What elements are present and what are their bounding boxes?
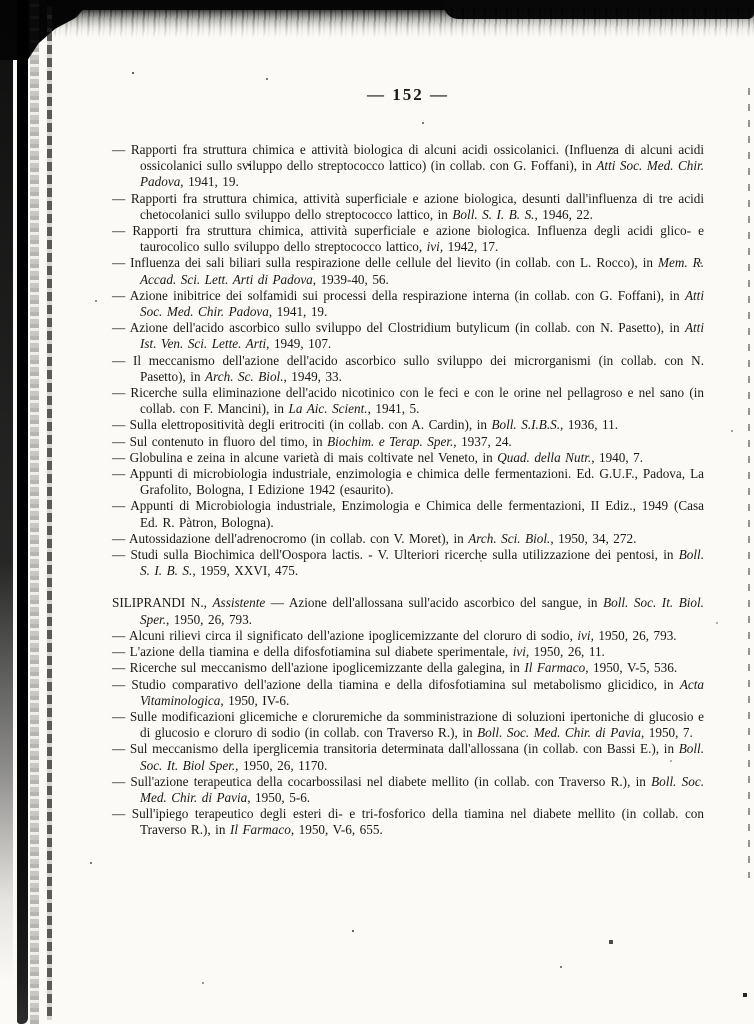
entry-text: , 1950, V-5, 536. — [585, 660, 678, 676]
entry-text: — Influenza dei sali biliari sulla respirazione delle cellule del lievito (in collab. con L. Rocco), in — [112, 255, 658, 271]
entry-text: — Sul contenuto in fluoro del timo, in — [112, 433, 328, 449]
bibliography-entry — [112, 741, 704, 773]
entry-text: — Sull'azione terapeutica della cocarbossilasi nel diabete mellito (in collab. con Traverso R.), in — [112, 773, 652, 789]
scanned-page — [112, 80, 704, 839]
entry-journal-title: Il Farmaco — [229, 822, 291, 838]
page-number: — 152 — — [367, 85, 449, 104]
entry-journal-title: Atti Ist. Ven. Sci. Lette. Arti — [140, 320, 704, 352]
entry-text: , 1941, 19. — [268, 304, 328, 320]
entry-journal-title: Atti Soc. Med. Chir. Padova — [140, 158, 704, 190]
entry-text: , 1941, 5. — [367, 401, 420, 417]
book-binding-streak-speckle — [30, 0, 39, 1024]
entry-journal-title: Atti Soc. Med. Chir. Padova — [140, 287, 704, 320]
bibliography-entry — [112, 450, 704, 466]
bibliography — [112, 142, 704, 839]
entry-text: — Sul meccanismo della iperglicemia transitoria determinata dall'allossana (in collab. con Bassi E.), in — [112, 741, 679, 757]
entry-text: 1950, 26, 11. — [529, 644, 605, 660]
bibliography-entry — [112, 320, 704, 352]
entry-journal-title: Arch. Sci. Biol. — [468, 530, 551, 546]
entry-journal-title: Boll. Soc. It. Biol. Sper. — [140, 595, 704, 627]
entry-text: , 1950, 26, 1170. — [235, 757, 328, 773]
entry-text: — Sulla elettropositività degli eritrociti (in collab. con A. Cardin), in — [112, 417, 492, 433]
bibliography-entry — [112, 223, 704, 255]
bibliography-entry — [112, 142, 704, 191]
bib-section-siliprandi — [112, 595, 704, 838]
entry-text: — Azione dell'allossana sull'acido ascorbico del sangue, in — [265, 595, 604, 611]
bibliography-entry — [112, 774, 704, 806]
entry-text: — Sull'ipiego terapeutico degli esteri di- e tri-fosforico della tiamina nel diabete mellito (in collab. con Traverso R.), in — [112, 806, 704, 838]
entry-text: , 1949, 33. — [283, 368, 342, 384]
entry-text: , 1959, XXVI, 475. — [192, 563, 299, 579]
bibliography-entry — [112, 660, 704, 676]
entry-journal-title: Boll. S.I.B.S. — [491, 417, 561, 433]
entry-journal-title: Boll. Soc. It. Biol Sper. — [140, 741, 704, 773]
entry-journal-title: Quad. della Nutr. — [497, 449, 592, 465]
entry-journal-title: ivi, — [512, 644, 530, 660]
entry-journal-title: Boll. S. I. B. S. — [140, 547, 704, 579]
entry-text: — Studi sulla Biochimica dell'Oospora lactis. - V. Ulteriori ricerche sulla utilizzazione dei pentosi, in — [112, 547, 679, 563]
entry-text: , 1936, 11. — [560, 417, 619, 433]
entry-text: — L'azione della tiamina e della difosfotiamina sul diabete sperimentale, — [112, 644, 513, 660]
entry-text: — Azione inibitrice dei solfamidi sui processi della respirazione interna (in collab. con G. Foffani), in — [112, 287, 685, 303]
entry-text: — Ricerche sulla eliminazione dell'acido nicotinico con le feci e con le orine nel pellagroso e nel sano (in collab. con F. Mancini), in — [112, 385, 704, 417]
scan-top-noise — [0, 8, 754, 38]
bibliography-entry — [112, 417, 704, 433]
entry-journal-title: La Aic. Scient. — [288, 401, 368, 417]
entry-text: — Autossidazione dell'adrenocromo (in collab. con V. Moret), in — [112, 530, 469, 546]
entry-text: , 1950, 34, 272. — [550, 530, 637, 546]
scan-corner-shadow — [0, 0, 92, 60]
entry-text: , 1946, 22. — [534, 206, 593, 222]
entry-text: , 1941, 19. — [180, 174, 239, 190]
bibliography-entry — [112, 709, 704, 741]
scan-top-edge — [0, 0, 754, 10]
entry-text: — Alcuni rilievi circa il significato dell'azione ipoglicemizzante del cloruro di sodio, — [112, 627, 578, 643]
entry-text: — Appunti di microbiologia industriale, enzimologia e chimica delle fermentazioni. Ed. G.U.F., Padova, La Grafolito, Bologna, I Edizione 1942 (esaurito). — [112, 466, 704, 498]
entry-text: — Studio comparativo dell'azione della tiamina e della difosfotiamina sul metabolismo glicidico, in — [112, 676, 680, 692]
entry-journal-title: Boll. Soc. Med. Chir. di Pavia — [477, 725, 641, 741]
entry-text: , 1950, 7. — [640, 725, 693, 741]
entry-journal-title: Arch. Sc. Biol. — [205, 368, 284, 384]
book-binding-streak-outer — [0, 0, 13, 1024]
entry-journal-title: ivi, — [426, 239, 444, 255]
entry-text: , 1950, IV-6. — [220, 692, 290, 708]
bibliography-entry — [112, 498, 704, 530]
bibliography-entry — [112, 466, 704, 498]
bibliography-entry — [112, 547, 704, 579]
entry-journal-title: Il Farmaco — [524, 660, 586, 676]
entry-text: 1950, 26, 793. — [593, 627, 677, 643]
bibliography-entry — [112, 806, 704, 838]
entry-text: , 1950, 5-6. — [247, 789, 311, 805]
bibliography-entry — [112, 677, 704, 709]
page-edge-line — [47, 6, 52, 1020]
entry-text: — Appunti di Microbiologia industriale, Enzimologia e Chimica delle fermentazioni, II Ediz., 1949 (Casa Ed. R. Pàtron, Bologna). — [112, 498, 704, 530]
entry-text: — Rapporti fra struttura chimica, attività superficiale e azione biologica, desunti dall'influenza di tre acidi chetocolanici sullo sviluppo dello streptococco lattico, in — [112, 190, 704, 222]
bibliography-entry — [112, 644, 704, 660]
bibliography-entry — [112, 531, 704, 547]
bib-section-bibliography-continued — [112, 142, 704, 579]
entry-text: — Rapporti fra struttura chimica e attività biologica di alcuni acidi ossicolanici. (Influenza di alcuni acidi ossicolanici sullo sviluppo dello streptococco lattico) (in collab. con G. Foffani), in — [112, 142, 704, 174]
scan-right-edge-line — [748, 88, 750, 878]
bibliography-entry — [112, 191, 704, 223]
entry-journal-title: ivi, — [577, 627, 594, 643]
bibliography-entry — [112, 288, 704, 320]
bibliography-entry — [112, 385, 704, 417]
entry-journal-title: Acta Vitaminologica — [140, 676, 704, 708]
entry-text: — Rapporti fra struttura chimica, attività superficiale e azione biologica. Influenza degli acidi glico- e taurocolico sullo sviluppo dello streptococco lattico, — [112, 223, 704, 255]
bibliography-entry — [112, 595, 704, 627]
book-binding-streak-main — [17, 0, 28, 1024]
entry-journal-title: Biochim. e Terap. Sper. — [327, 433, 454, 449]
entry-text: SILIPRANDI N., — [112, 595, 213, 611]
bibliography-entry — [112, 434, 704, 450]
bibliography-entry — [112, 628, 704, 644]
entry-text: , 1950, 26, 793. — [166, 611, 253, 627]
entry-text: 1942, 17. — [443, 239, 499, 255]
entry-journal-title: Assistente — [212, 595, 266, 611]
entry-text: , 1940, 7. — [591, 449, 644, 465]
entry-text: — Sulle modificazioni glicemiche e cloruremiche da somministrazione di soluzioni ipertoniche di glucosio e di glucosio e cloruro di sodio (in collab. con Traverso R.), in — [112, 708, 704, 741]
entry-text: — Globulina e zeina in alcune varietà di mais coltivate nel Veneto, in — [112, 449, 498, 465]
entry-text: — Il meccanismo dell'azione dell'acido ascorbico sullo sviluppo dei microrganismi (in collab. con N. Pasetto), in — [112, 352, 704, 384]
scan-noise-specks — [0, 0, 2, 2]
entry-journal-title: Boll. S. I. B. S. — [452, 206, 535, 222]
entry-journal-title: Mem. R. Accad. Sci. Lett. Arti di Padova — [140, 255, 704, 287]
entry-text: , 1939-40, 56. — [312, 271, 389, 287]
entry-text: — Ricerche sul meccanismo dell'azione ipoglicemizzante della galegina, in — [112, 660, 525, 676]
entry-text: — Azione dell'acido ascorbico sullo sviluppo del Clostridium butylicum (in collab. con N. Pasetto), in — [112, 320, 685, 336]
entry-text: , 1949, 107. — [266, 336, 332, 352]
bibliography-entry — [112, 255, 704, 287]
bibliography-entry — [112, 353, 704, 385]
entry-text: , 1950, V-6, 655. — [290, 822, 383, 838]
scan-top-edge-right — [444, 0, 754, 19]
entry-journal-title: Boll. Soc. Med. Chir. di Pavia — [140, 773, 704, 805]
entry-text: , 1937, 24. — [453, 433, 512, 449]
